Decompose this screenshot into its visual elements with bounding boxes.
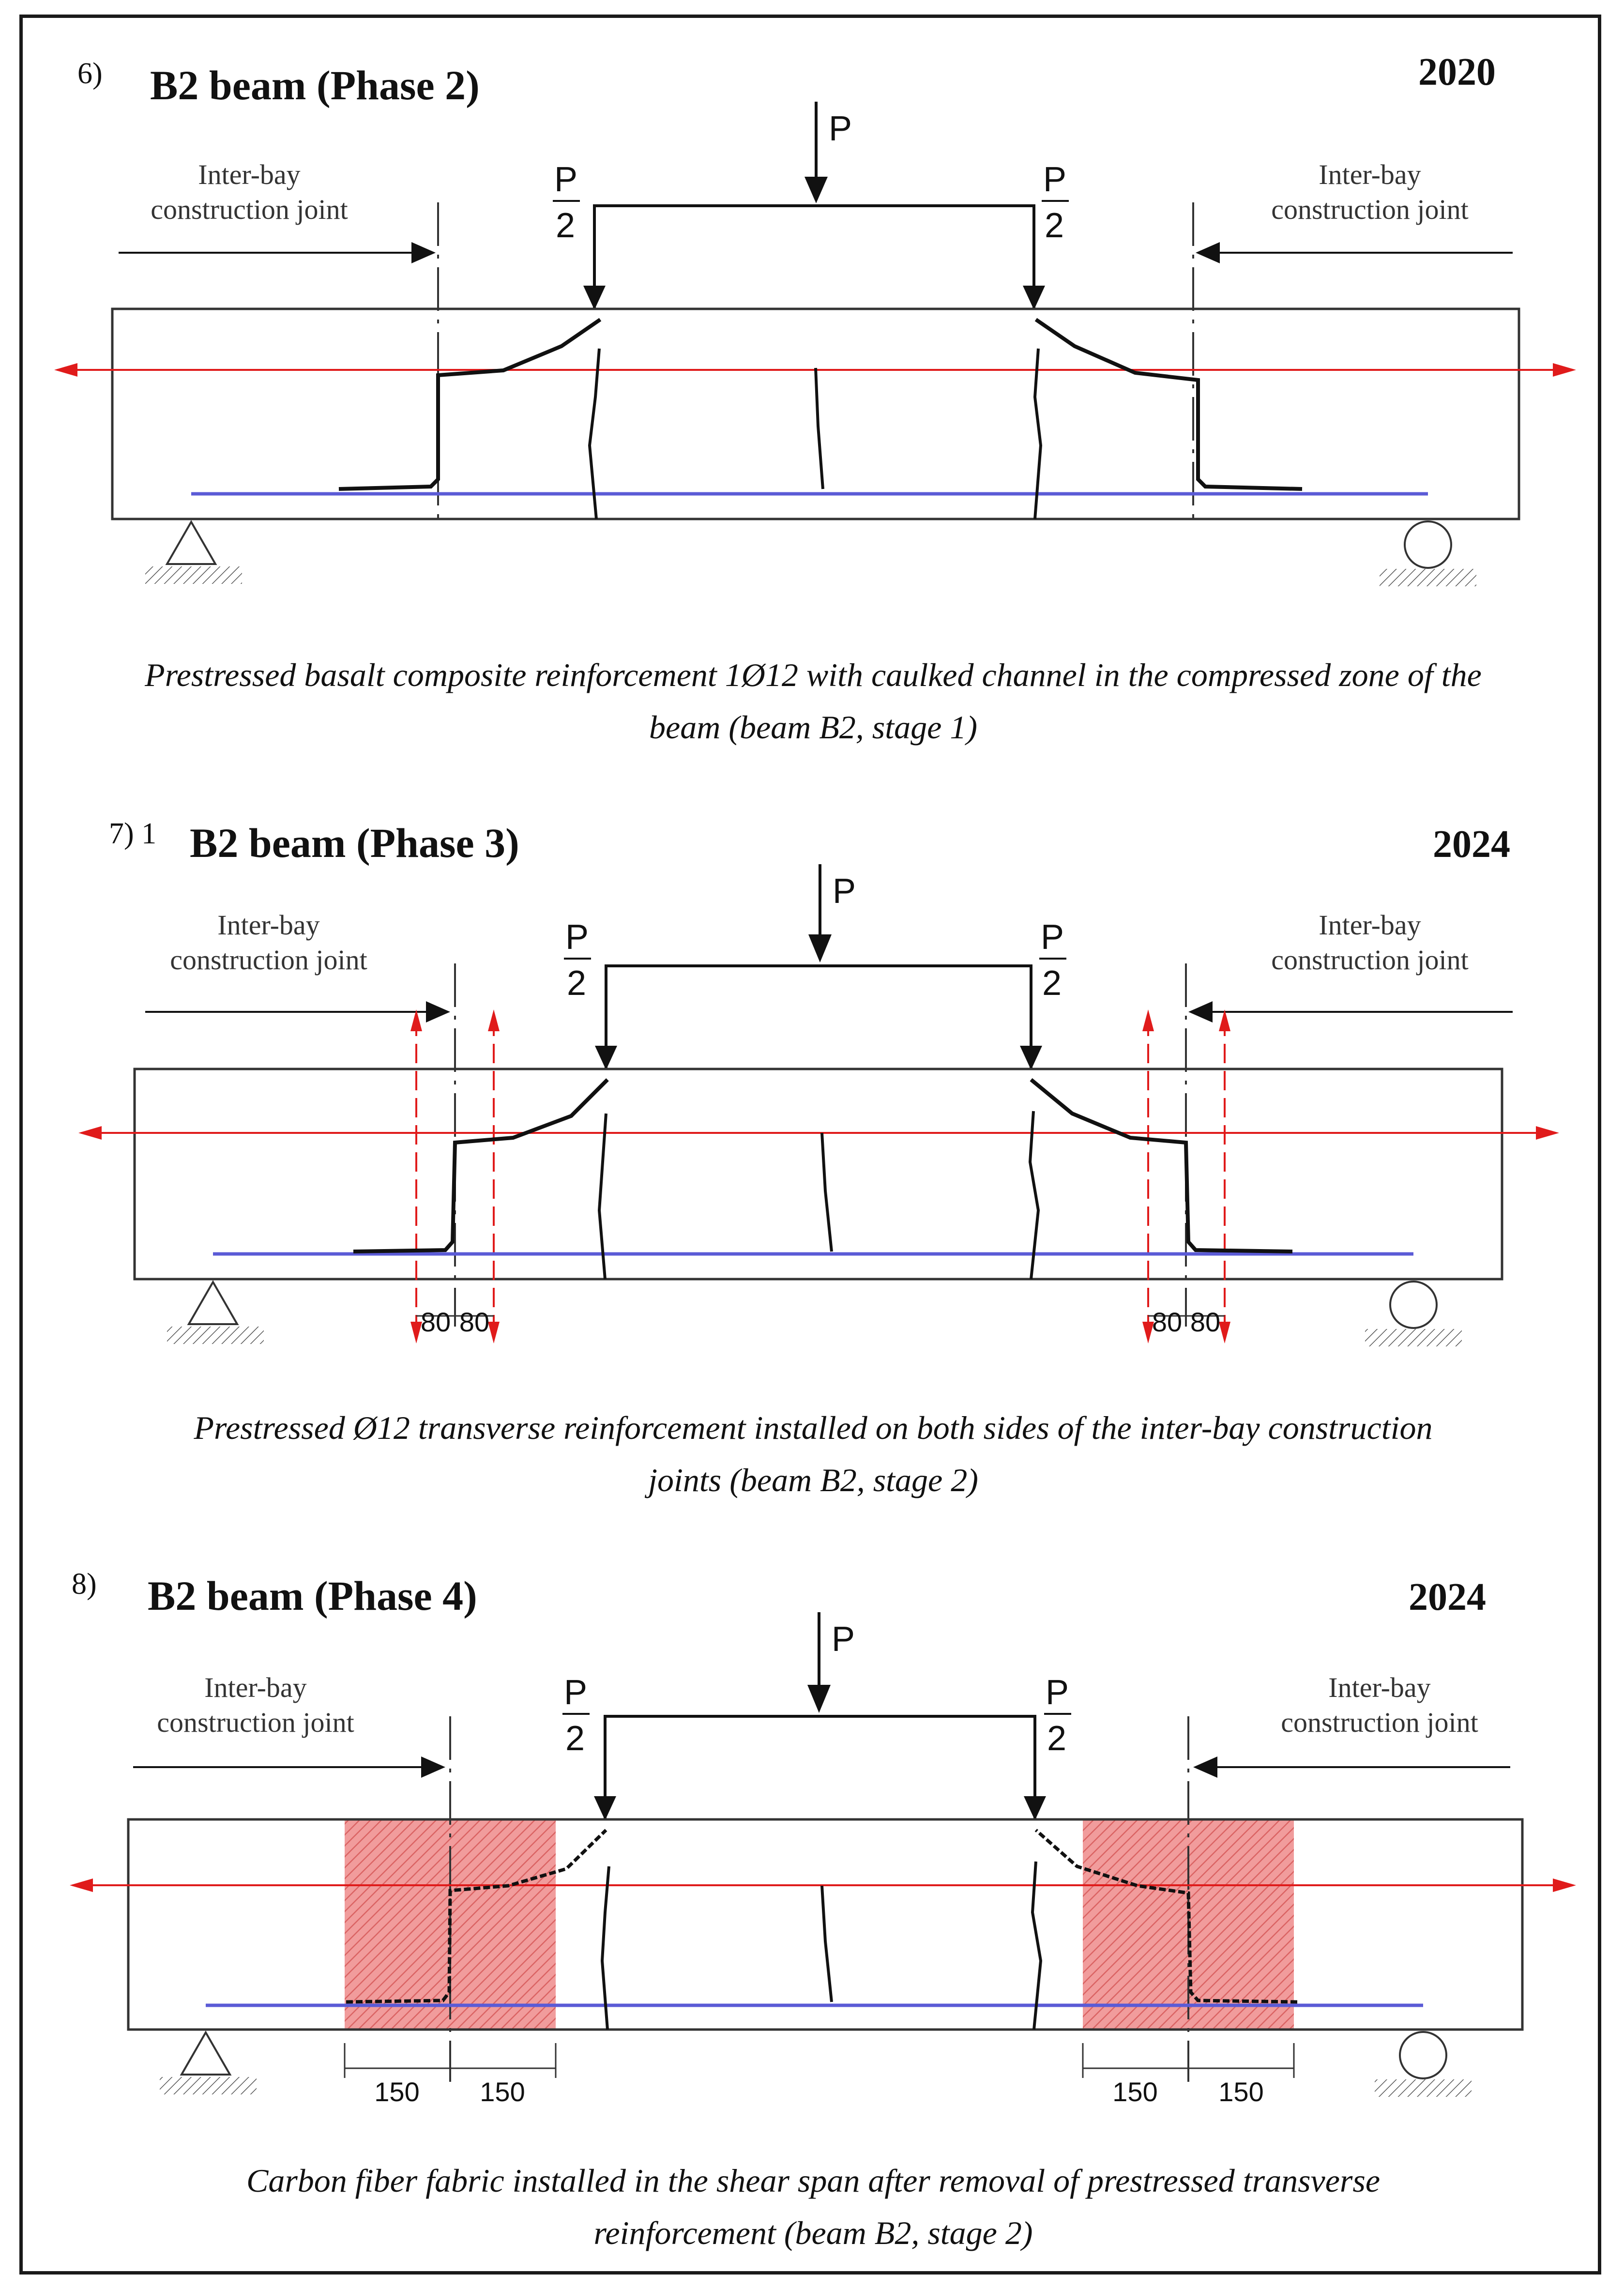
left-load-arrowhead <box>583 286 606 310</box>
load-arrowhead <box>808 934 832 962</box>
left-joint-pointer-head <box>411 242 436 263</box>
panel-caption <box>39 2154 1588 2259</box>
left-joint-label-2: construction joint <box>157 1707 354 1738</box>
left-joint-pointer-head <box>421 1756 445 1778</box>
right-joint-pointer-head <box>1188 1001 1213 1023</box>
roller-support <box>1400 2032 1446 2078</box>
load-label: P <box>833 872 856 911</box>
pin-support <box>167 522 215 564</box>
left-load-arrowhead <box>595 1046 617 1070</box>
tendon-left-arrowhead <box>78 1126 102 1140</box>
right-joint-label-2: construction joint <box>1271 944 1469 976</box>
right-shear-crack <box>1036 320 1302 489</box>
caption-line-2: reinforcement (beam B2, stage 2) <box>593 2214 1033 2251</box>
dim-label-1: 150 <box>374 2076 420 2107</box>
dim-label-3: 80 <box>1152 1307 1183 1337</box>
panel-caption <box>39 1402 1588 1506</box>
load-label: P <box>829 109 852 148</box>
right-shear-crack <box>1031 1080 1292 1252</box>
left-shear-crack <box>353 1080 607 1252</box>
left-half-load-num: P <box>564 1673 588 1712</box>
transverse-bar-2-bottom-arrowhead <box>488 1322 500 1343</box>
right-joint-label-2: construction joint <box>1281 1707 1478 1738</box>
right-half-load-num: P <box>1043 160 1067 199</box>
right-half-load-den: 2 <box>1045 206 1064 245</box>
left-joint-label-1: Inter-bay <box>204 1672 307 1703</box>
pin-support <box>189 1282 237 1324</box>
right-half-load-den: 2 <box>1042 964 1062 1003</box>
beam-outline <box>135 1069 1502 1279</box>
roller-support <box>1405 521 1451 568</box>
dim-label-2: 150 <box>480 2076 525 2107</box>
dim-label-4: 150 <box>1218 2076 1264 2107</box>
right-joint-pointer-head <box>1193 1756 1217 1778</box>
transverse-bar-2-arrowhead <box>488 1009 500 1031</box>
load-arrowhead <box>807 1685 831 1713</box>
dim-label-4: 80 <box>1190 1307 1221 1337</box>
tendon-left-arrowhead <box>54 363 77 377</box>
right-joint-label-1: Inter-bay <box>1319 909 1421 941</box>
tendon-right-arrowhead <box>1536 1126 1559 1140</box>
caption-line-1: Carbon fiber fabric installed in the shear span after removal of prestressed transverse <box>246 2162 1381 2199</box>
panel-title: B2 beam (Phase 2) <box>150 62 480 108</box>
left-dimensions <box>345 2043 556 2078</box>
tendon-right-arrowhead <box>1553 1878 1576 1892</box>
caption-line-1: Prestressed basalt composite reinforcement 1Ø12 with caulked channel in the compressed zone of the <box>145 656 1482 693</box>
transverse-bar-4-bottom-arrowhead <box>1219 1322 1230 1343</box>
spreader-beam <box>594 206 1034 310</box>
right-joint-pointer-head <box>1196 242 1220 263</box>
flexural-crack-2 <box>816 368 823 489</box>
right-half-load-num: P <box>1041 918 1064 957</box>
spreader-beam <box>605 1716 1035 1820</box>
spreader-beam <box>606 966 1031 1070</box>
load-arrowhead <box>804 177 828 203</box>
left-half-load-den: 2 <box>556 206 576 245</box>
panel-year: 2024 <box>1409 1576 1486 1618</box>
panel-title: B2 beam (Phase 4) <box>148 1572 477 1619</box>
left-joint-label-1: Inter-bay <box>217 909 320 941</box>
left-joint-label-2: construction joint <box>151 194 348 225</box>
right-load-arrowhead <box>1020 1046 1042 1070</box>
tendon-right-arrowhead <box>1553 363 1576 377</box>
transverse-bars <box>410 1009 1230 1343</box>
left-joint-pointer-head <box>426 1001 450 1023</box>
right-ground-hatch <box>1380 569 1476 586</box>
panel-title: B2 beam (Phase 3) <box>190 820 519 866</box>
left-half-load-den: 2 <box>567 964 587 1003</box>
panel-number: 8) <box>72 1568 97 1601</box>
left-load-arrowhead <box>594 1796 616 1820</box>
right-ground-hatch <box>1365 1329 1462 1346</box>
right-joint-label-1: Inter-bay <box>1319 159 1421 190</box>
left-half-load-num: P <box>565 918 589 957</box>
left-joint-label-2: construction joint <box>170 944 367 976</box>
dim-label-3: 150 <box>1112 2076 1158 2107</box>
transverse-bar-3-arrowhead <box>1142 1009 1154 1031</box>
panel-number: 7) 1 <box>109 817 157 850</box>
right-dimensions <box>1083 2043 1294 2078</box>
panel-year: 2024 <box>1433 823 1510 866</box>
left-half-load-num: P <box>554 160 578 199</box>
dim-label-1: 80 <box>420 1307 451 1337</box>
dim-label-2: 80 <box>459 1307 490 1337</box>
beam-outline <box>112 309 1519 519</box>
panel-caption <box>39 649 1588 753</box>
roller-support <box>1390 1282 1437 1328</box>
panel-year: 2020 <box>1418 51 1496 93</box>
left-ground-hatch <box>160 2077 257 2094</box>
right-half-load-num: P <box>1046 1673 1069 1712</box>
right-load-arrowhead <box>1023 286 1045 310</box>
flexural-crack-2 <box>822 1886 832 2002</box>
right-half-load-den: 2 <box>1047 1719 1067 1758</box>
caption-line-1: Prestressed Ø12 transverse reinforcement installed on both sides of the inter-bay construction <box>194 1409 1433 1446</box>
load-label: P <box>832 1620 855 1659</box>
pin-support <box>182 2032 230 2075</box>
left-ground-hatch <box>167 1327 264 1344</box>
left-joint-label-1: Inter-bay <box>198 159 301 190</box>
flexural-crack-2 <box>822 1133 832 1252</box>
caption-line-2: beam (beam B2, stage 1) <box>649 709 977 746</box>
left-half-load-den: 2 <box>565 1719 585 1758</box>
right-joint-label-1: Inter-bay <box>1328 1672 1431 1703</box>
left-ground-hatch <box>145 566 242 584</box>
panel-number: 6) <box>77 57 103 90</box>
right-ground-hatch <box>1375 2079 1472 2097</box>
right-joint-label-2: construction joint <box>1271 194 1469 225</box>
tendon-left-arrowhead <box>70 1878 93 1892</box>
left-shear-crack <box>339 320 600 489</box>
right-load-arrowhead <box>1024 1796 1046 1820</box>
caption-line-2: joints (beam B2, stage 2) <box>648 1462 978 1498</box>
